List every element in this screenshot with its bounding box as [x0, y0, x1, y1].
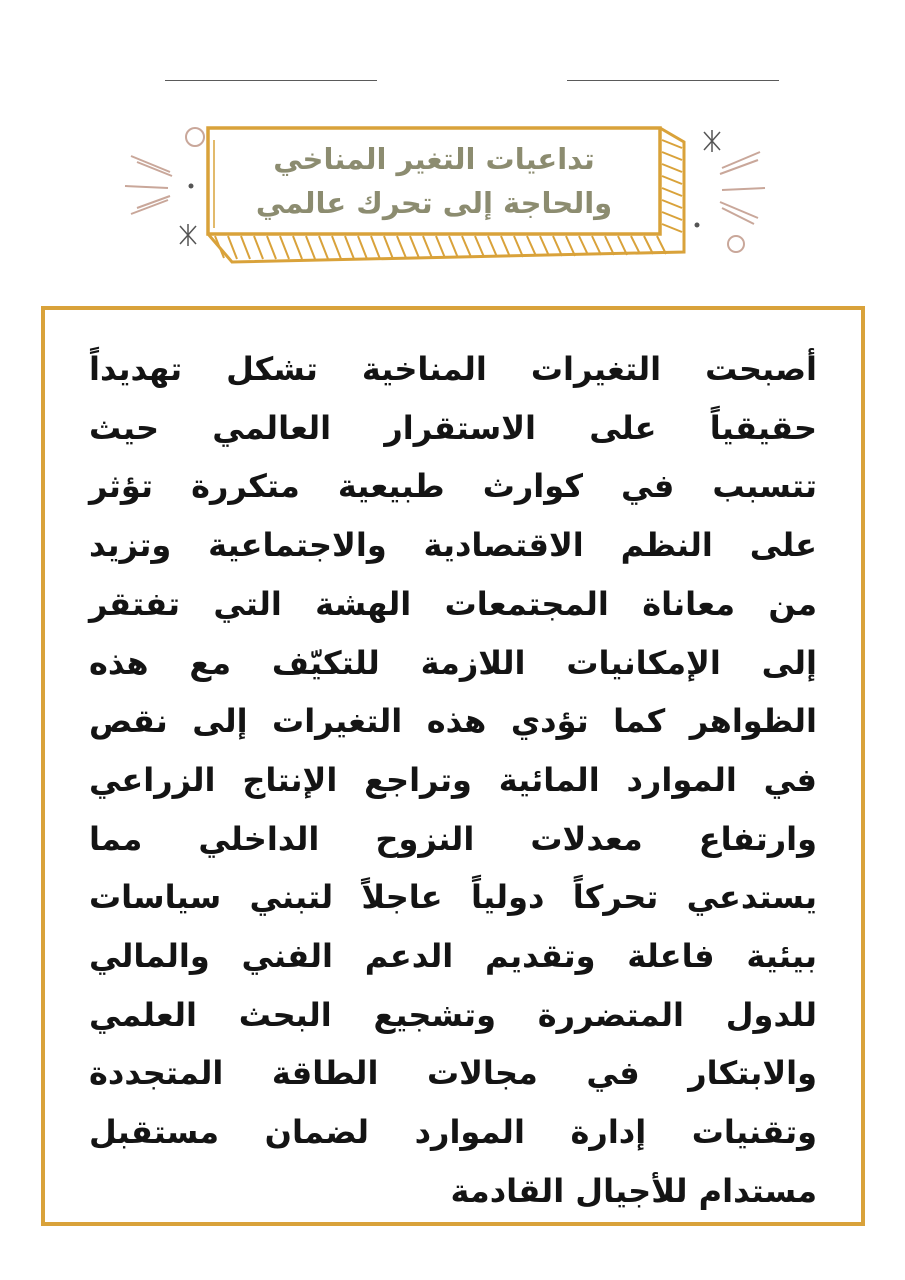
- body-line: من معاناة المجتمعات الهشة التي تفتقر: [89, 584, 817, 623]
- body-line: بيئية فاعلة وتقديم الدعم الفني والمالي: [89, 937, 817, 976]
- body-paragraph: [89, 340, 817, 1221]
- body-line: الظواهر كما تؤدي هذه التغيرات إلى نقص: [89, 702, 817, 741]
- body-line: وتقنيات إدارة الموارد لضمان مستقبل: [89, 1113, 817, 1152]
- body-line: أصبحت التغيرات المناخية تشكل تهديداً: [89, 350, 817, 388]
- body-line: إلى الإمكانيات اللازمة للتكيّف مع هذه: [89, 643, 817, 682]
- body-line: حقيقياً على الاستقرار العالمي حيث: [89, 408, 817, 447]
- body-frame: [41, 306, 865, 1226]
- title-line-2: والحاجة إلى تحرك عالمي: [255, 186, 613, 220]
- left-star-icon: [180, 224, 196, 246]
- body-line: يستدعي تحركاً دولياً عاجلاً لتبني سياسات: [89, 878, 817, 917]
- body-line: مستدام للأجيال القادمة: [450, 1171, 817, 1210]
- body-line: والابتكار في مجالات الطاقة المتجددة: [89, 1054, 817, 1093]
- body-line: للدول المتضررة وتشجيع البحث العلمي: [89, 995, 817, 1034]
- body-line: تتسبب في كوارث طبيعية متكررة تؤثر: [89, 467, 817, 506]
- body-line: وارتفاع معدلات النزوح الداخلي مما: [89, 819, 817, 858]
- right-doodles: [720, 152, 765, 252]
- title-line-1: تداعيات التغير المناخي: [273, 142, 595, 176]
- left-doodles: [125, 128, 204, 214]
- body-line: على النظم الاقتصادية والاجتماعية وتزيد: [89, 526, 817, 565]
- right-star-icon: [704, 130, 720, 152]
- title-card: [208, 128, 660, 234]
- body-line: في الموارد المائية وتراجع الإنتاج الزراعي: [89, 760, 817, 799]
